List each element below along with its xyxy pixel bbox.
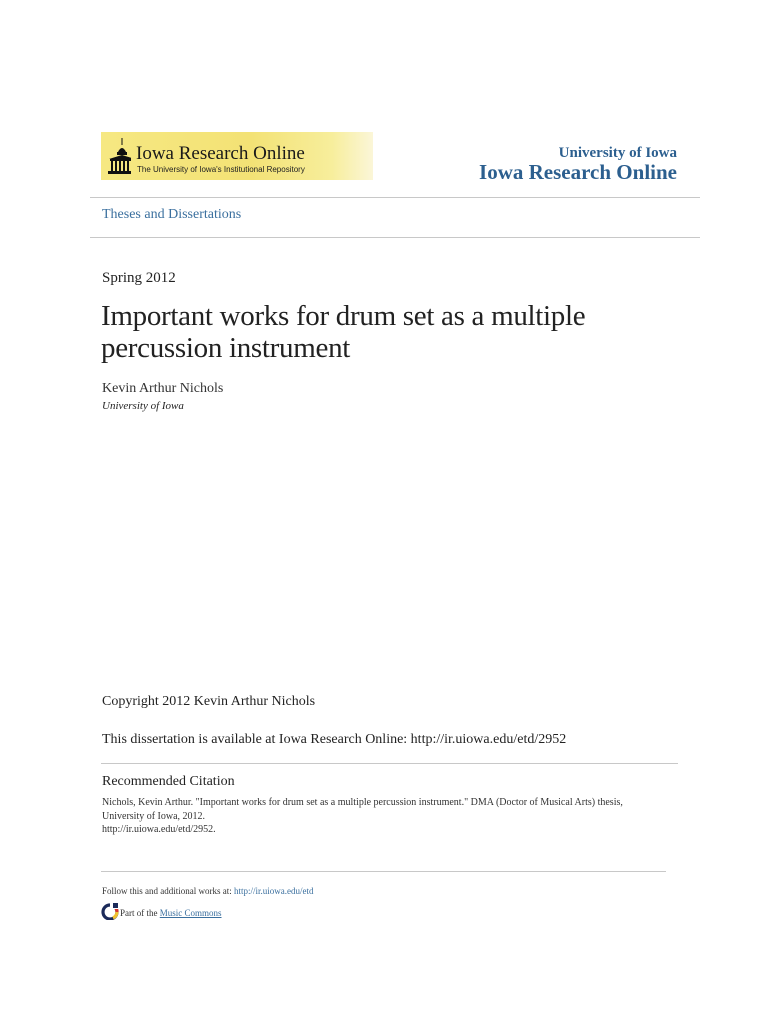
collection-divider: [90, 237, 700, 238]
footer-divider: [101, 871, 666, 872]
follow-line: [102, 886, 314, 896]
follow-prefix: Follow this and additional works at:: [102, 886, 234, 896]
logo-subtitle: The University of Iowa's Institutional Repository: [137, 165, 305, 174]
citation-url[interactable]: http://ir.uiowa.edu/etd/2952.: [102, 824, 216, 835]
citation-heading: Recommended Citation: [102, 774, 235, 789]
copyright-notice: Copyright 2012 Kevin Arthur Nichols: [102, 694, 316, 709]
collection-link[interactable]: Theses and Dissertations: [102, 207, 242, 222]
author-affiliation: University of Iowa: [102, 400, 184, 412]
repository-logo-banner[interactable]: [101, 132, 373, 180]
part-prefix: Part of the: [120, 908, 160, 918]
logo-title: Iowa Research Online: [136, 143, 305, 164]
citation-line: University of Iowa, 2012.: [102, 810, 206, 822]
publication-date: Spring 2012: [102, 270, 176, 286]
bepress-commons-icon: [101, 902, 119, 920]
citation-line: Nichols, Kevin Arthur. "Important works for drum set as a multiple percussion instrument." DMA (Doctor of Musical Arts) thesis,: [102, 797, 623, 808]
repository-name: Iowa Research Online: [479, 160, 677, 184]
citation-divider: [101, 763, 678, 764]
citation-text: [102, 796, 672, 837]
author-name[interactable]: Kevin Arthur Nichols: [102, 381, 224, 396]
document-title: Important works for drum set as a multiple percussion instrument: [101, 300, 586, 364]
university-name: University of Iowa: [558, 145, 677, 161]
old-capitol-building-icon: [105, 136, 131, 176]
follow-link[interactable]: http://ir.uiowa.edu/etd: [234, 886, 314, 896]
music-commons-link[interactable]: Music Commons: [159, 908, 222, 918]
header-divider: [90, 197, 700, 198]
part-of-line: [120, 908, 222, 918]
availability-notice: This dissertation is available at Iowa Research Online: http://ir.uiowa.edu/etd/2952: [102, 732, 567, 747]
